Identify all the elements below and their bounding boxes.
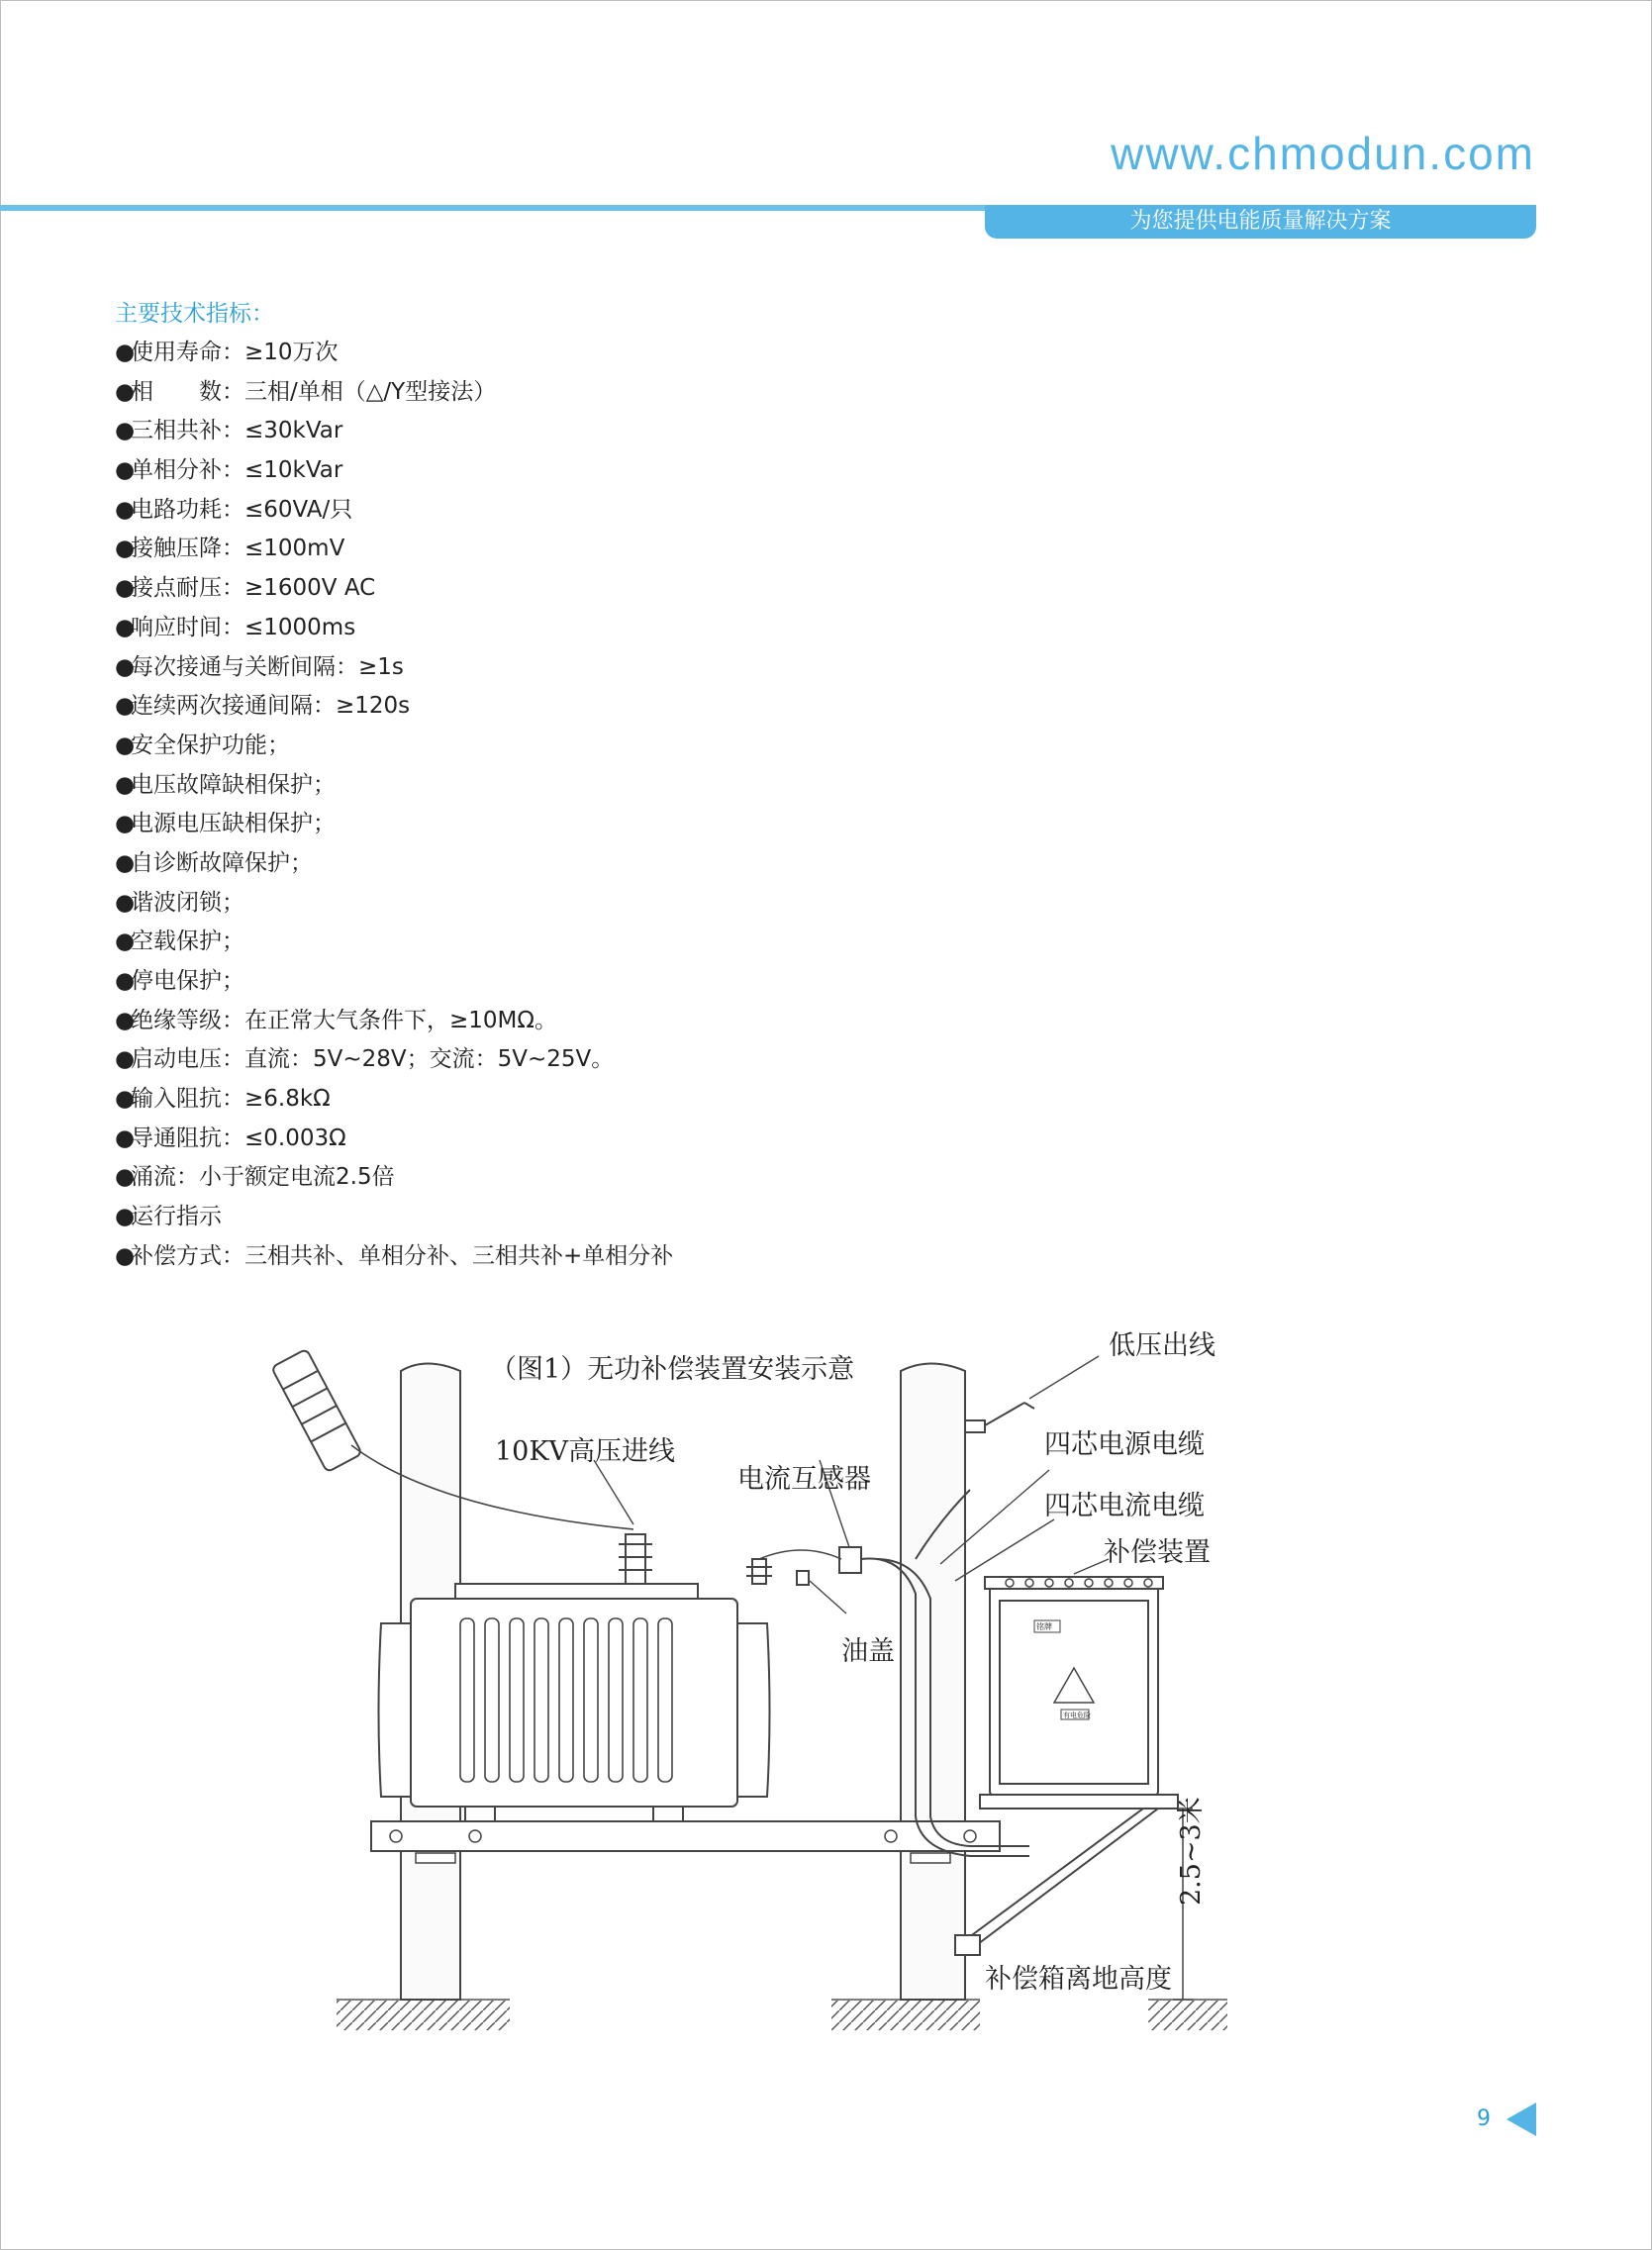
spec-text: 电路功耗：≤60VA/只 [131, 496, 353, 523]
bullet-icon: ● [115, 418, 136, 444]
label-oil-cap: 油盖 [841, 1636, 895, 1667]
label-power-cable: 四芯电源电缆 [1044, 1429, 1205, 1460]
spec-item [115, 805, 673, 844]
spec-list [115, 334, 673, 1277]
bullet-icon: ● [115, 1242, 136, 1269]
installation-diagram [257, 1321, 1237, 2074]
diagram-caption: （图1）无功补偿装置安装示意 [490, 1354, 855, 1385]
spec-text: 空载保护； [131, 929, 244, 955]
compensation-cabinet [980, 1577, 1178, 1809]
bullet-icon: ● [115, 849, 136, 876]
bullet-icon: ● [115, 340, 136, 365]
bullet-icon: ● [115, 693, 136, 720]
spec-text: 补偿方式：三相共补、单相分补、三相共补+单相分补 [131, 1242, 674, 1269]
spec-item [115, 373, 673, 413]
spec-text: 连续两次接通间隔：≥120s [131, 693, 411, 720]
bullet-icon: ● [115, 1007, 136, 1033]
label-current-transformer: 电流互感器 [737, 1464, 871, 1495]
bullet-icon: ● [115, 771, 136, 798]
bullet-icon: ● [115, 929, 136, 955]
spec-item [115, 1040, 673, 1080]
bullet-icon: ● [115, 889, 136, 916]
spec-item [115, 1237, 673, 1277]
spec-text: 谐波闭锁； [131, 889, 244, 916]
lightning-arrester [271, 1349, 362, 1473]
mounting-beam [371, 1821, 1000, 1851]
label-compensator: 补偿装置 [1104, 1537, 1211, 1568]
section-title: 主要技术指标： [115, 301, 274, 327]
utility-pole-right [901, 1364, 965, 2001]
bullet-icon: ● [115, 536, 136, 562]
spec-text: 绝缘等级：在正常大气条件下，≥10MΩ。 [131, 1007, 557, 1033]
label-height-range: 2.5~3米 [1176, 1797, 1207, 1906]
bullet-icon: ● [115, 378, 136, 405]
website-url: www.chmodun.com [1111, 128, 1535, 179]
bullet-icon: ● [115, 457, 136, 484]
spec-text: 输入阻抗：≥6.8kΩ [131, 1086, 331, 1113]
bullet-icon: ● [115, 653, 136, 680]
nameplate-label: 铭牌 [1036, 1622, 1052, 1631]
bullet-icon: ● [115, 1125, 136, 1151]
bullet-icon: ● [115, 575, 136, 602]
spec-text: 使用寿命：≥10万次 [131, 340, 339, 365]
page-number: 9 [1477, 2106, 1491, 2131]
page-arrow-icon [1506, 2103, 1536, 2136]
slogan-banner: 为您提供电能质量解决方案 [985, 205, 1536, 239]
bullet-icon: ● [115, 811, 136, 837]
label-box-height: 补偿箱离地高度 [985, 1964, 1172, 1995]
spec-text: 启动电压：直流：5V~28V；交流：5V~25V。 [131, 1046, 615, 1073]
spec-text: 电压故障缺相保护； [131, 771, 336, 798]
bullet-icon: ● [115, 614, 136, 640]
current-transformer [839, 1547, 861, 1573]
spec-item [115, 687, 673, 727]
spec-text: 停电保护； [131, 968, 244, 994]
spec-text: 电源电压缺相保护； [131, 811, 336, 837]
spec-item [115, 727, 673, 766]
spec-text: 运行指示 [131, 1204, 222, 1230]
spec-item [115, 451, 673, 491]
bullet-icon: ● [115, 1086, 136, 1113]
spec-text: 自诊断故障保护； [131, 849, 313, 876]
spec-text: 响应时间：≤1000ms [131, 614, 356, 640]
spec-item [115, 648, 673, 688]
spec-item [115, 569, 673, 609]
spec-text: 单相分补：≤10kVar [131, 457, 343, 484]
spec-text: 导通阻抗：≤0.003Ω [131, 1125, 346, 1151]
bullet-icon: ● [115, 1204, 136, 1230]
spec-item [115, 1002, 673, 1041]
label-lv-out: 低压出线 [1109, 1330, 1215, 1361]
bullet-icon: ● [115, 968, 136, 994]
spec-item [115, 884, 673, 924]
bullet-icon: ● [115, 496, 136, 523]
spec-item [115, 1198, 673, 1237]
spec-item [115, 1158, 673, 1198]
spec-item [115, 530, 673, 569]
spec-text: 接触压降：≤100mV [131, 536, 345, 562]
spec-item [115, 334, 673, 373]
spec-text: 相 数：三相/单相（△/Y型接法） [131, 378, 497, 405]
spec-item [115, 609, 673, 648]
bullet-icon: ● [115, 1046, 136, 1073]
spec-text: 接点耐压：≥1600V AC [131, 575, 376, 602]
spec-item [115, 491, 673, 531]
bullet-icon: ● [115, 732, 136, 758]
spec-text: 每次接通与关断间隔：≥1s [131, 653, 404, 680]
label-current-cable: 四芯电流电缆 [1044, 1491, 1205, 1521]
spec-item [115, 766, 673, 806]
spec-item [115, 1080, 673, 1120]
spec-item [115, 844, 673, 884]
danger-label: 有电危险 [1063, 1712, 1091, 1719]
spec-text: 三相共补：≤30kVar [131, 418, 343, 444]
spec-item [115, 1120, 673, 1159]
spec-item [115, 962, 673, 1002]
label-hv-line: 10KV高压进线 [495, 1436, 676, 1467]
spec-item [115, 923, 673, 962]
spec-text: 安全保护功能； [131, 732, 290, 758]
bullet-icon: ● [115, 1164, 136, 1191]
spec-text: 涌流：小于额定电流2.5倍 [131, 1164, 395, 1191]
spec-item [115, 412, 673, 451]
